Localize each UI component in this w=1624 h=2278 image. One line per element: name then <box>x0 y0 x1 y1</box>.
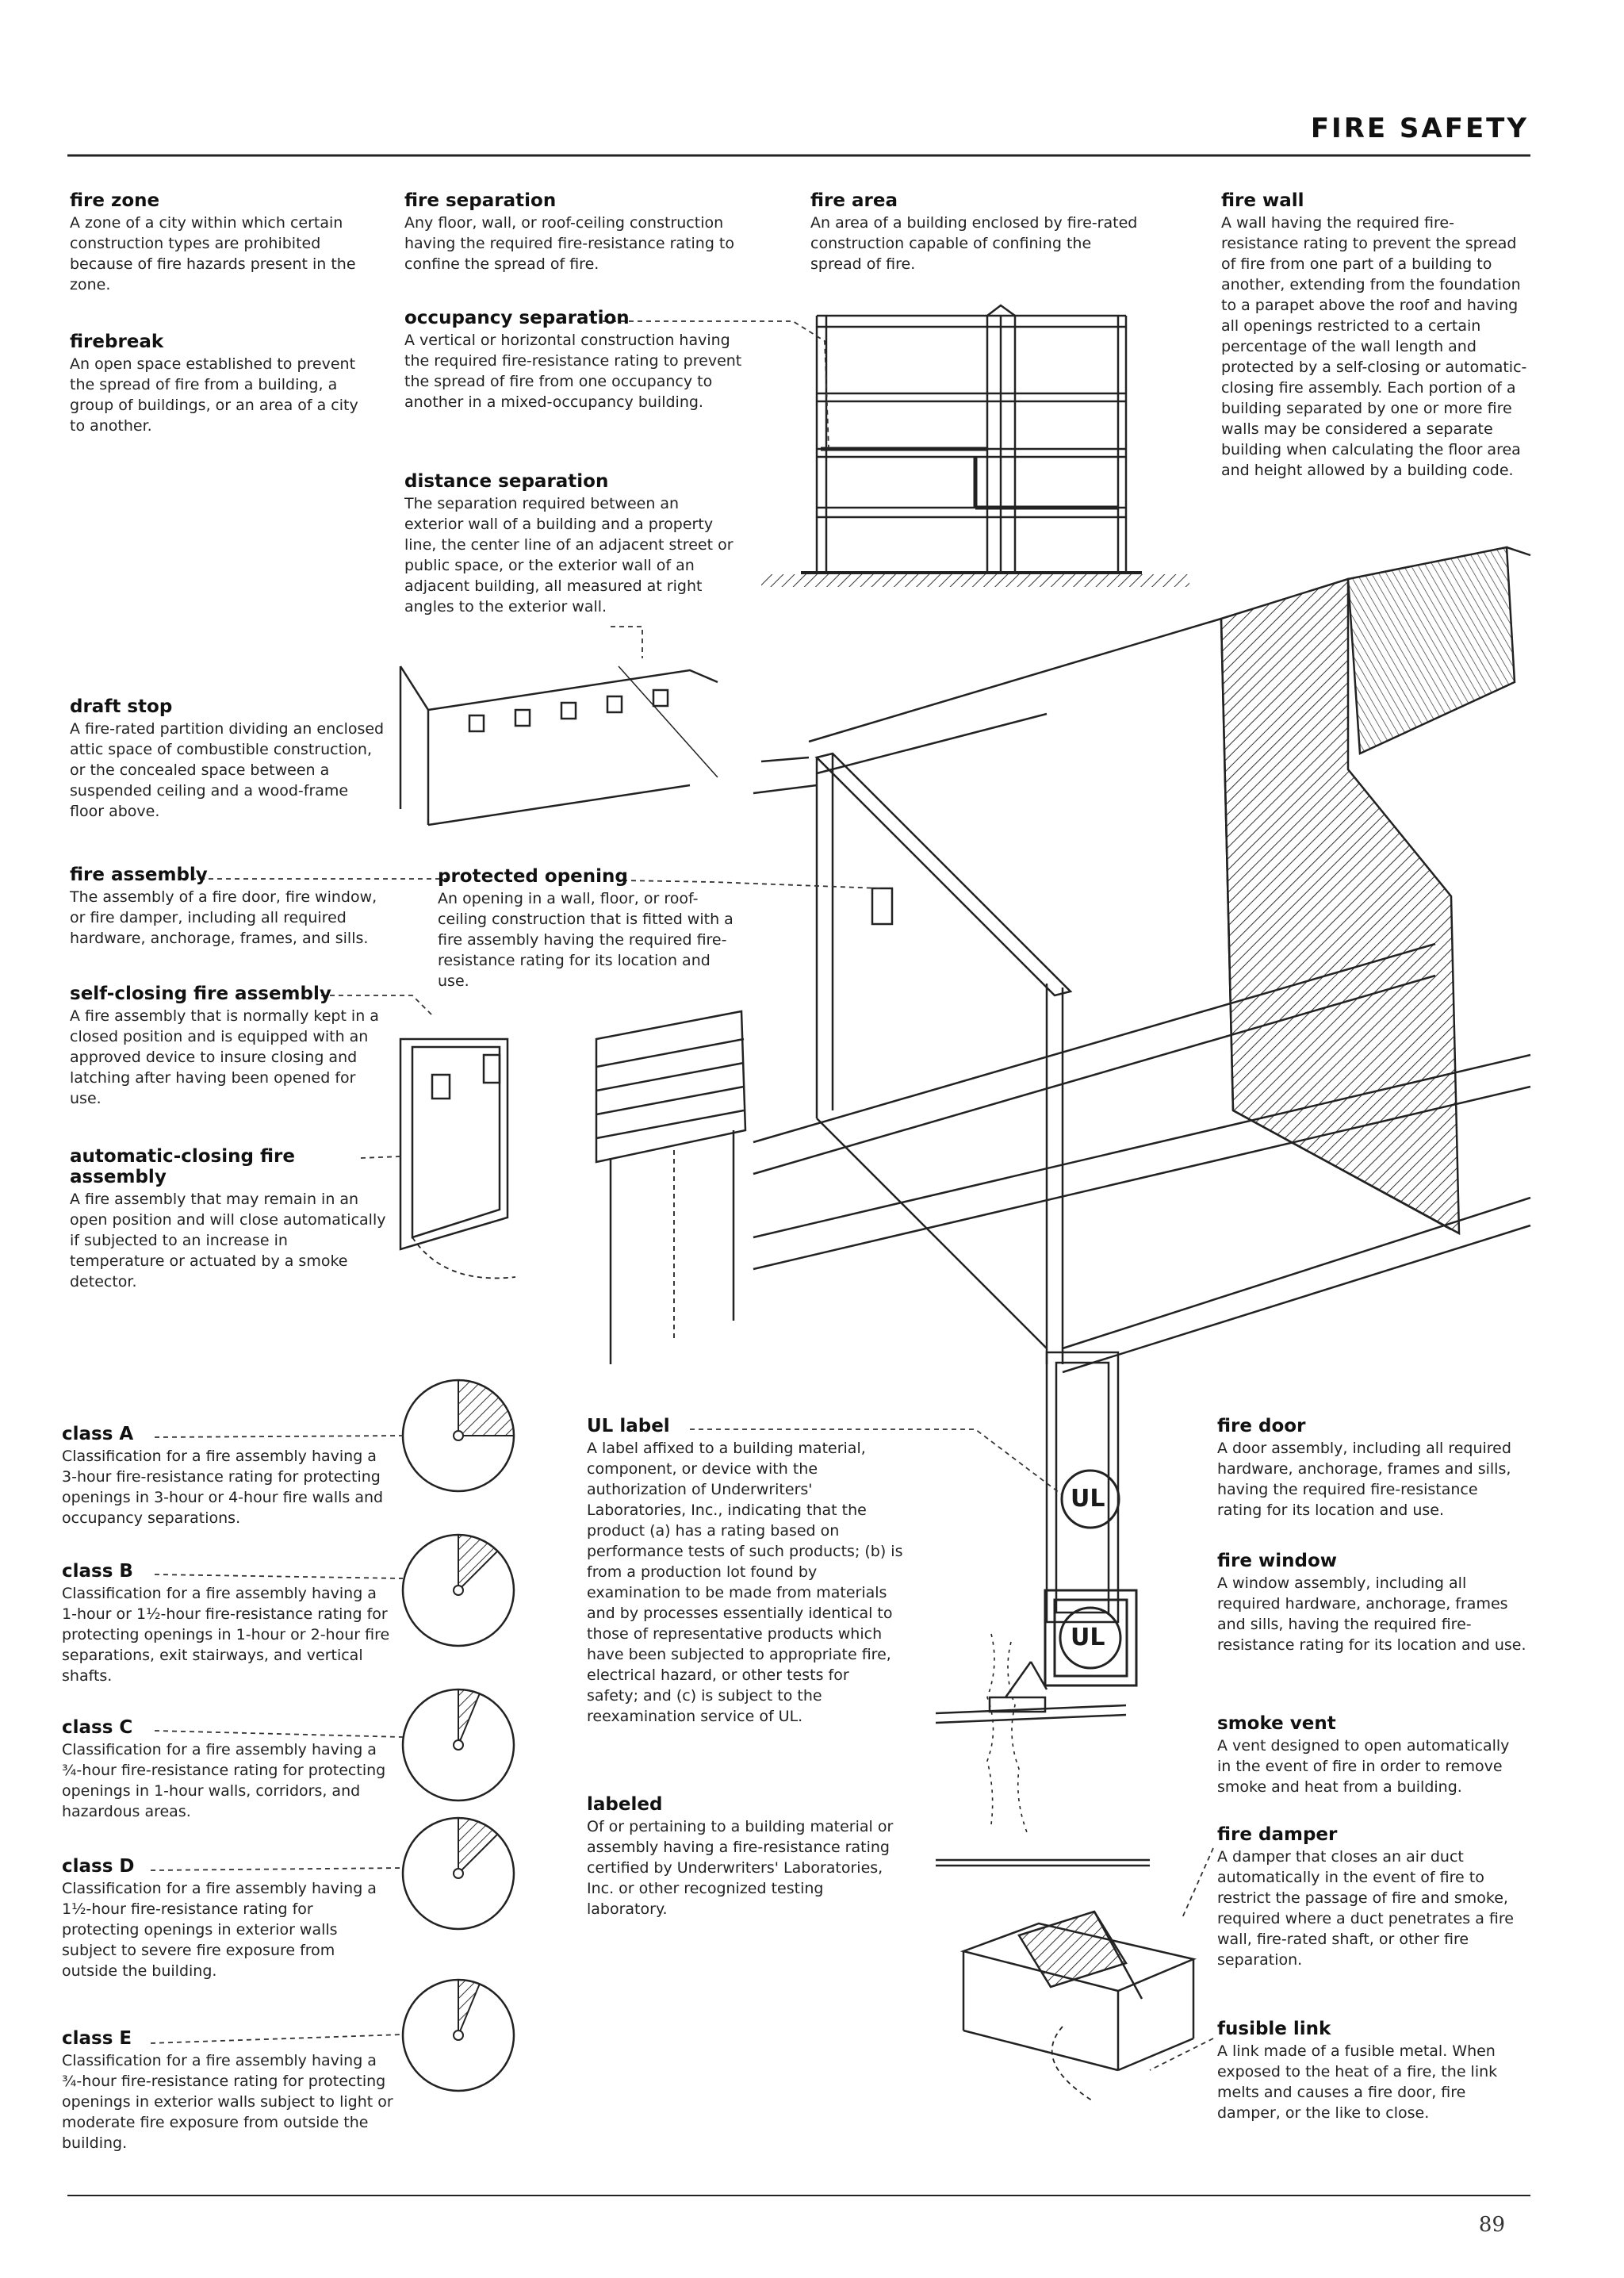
term-firebreak <box>70 332 371 436</box>
term-distance-separation <box>404 471 737 617</box>
term-definition: Any floor, wall, or roof-ceiling construction having the required fire-resistance rating to confine the spread of fire. <box>404 214 734 273</box>
fire-door-sketch <box>400 1039 515 1278</box>
term-fire-damper <box>1217 1824 1526 1970</box>
term-title: protected opening <box>438 866 628 887</box>
term-definition: A fire assembly that may remain in an open position and will close automatically if subjected to an increase in temperature or actuated by a smoke detector. <box>70 1191 386 1290</box>
term-title: UL label <box>587 1416 670 1436</box>
term-definition: A zone of a city within which certain construction types are prohibited because of fire hazards present in the zone. <box>70 214 356 293</box>
term-definition: A fire-rated partition dividing an enclosed attic space of combustible construction, or the concealed space between a suspended ceiling and a wood-frame floor above. <box>70 720 385 820</box>
term-fire-door <box>1217 1416 1526 1521</box>
term-title: automatic-closing fire assembly <box>70 1146 295 1187</box>
term-fusible-link <box>1217 2019 1526 2123</box>
term-class-c <box>62 1717 395 1822</box>
class-b-center-dot <box>454 1586 463 1595</box>
term-occupancy-separation <box>404 308 745 412</box>
term-class-d <box>62 1856 395 1981</box>
page-number: 89 <box>1478 2213 1505 2237</box>
term-definition: An area of a building enclosed by fire-rated construction capable of confining the spread of fire. <box>810 214 1138 273</box>
term-title: fire damper <box>1217 1824 1338 1845</box>
class-c-wedge <box>458 1689 480 1745</box>
term-class-e <box>62 2028 395 2153</box>
class-e-wedge <box>458 1980 480 2035</box>
term-definition: Classification for a fire assembly having a ¾-hour fire-resistance rating for protecting openings in exterior walls subject to light or moderate fire exposure from outside the building. <box>62 2052 393 2152</box>
term-fire-separation <box>404 190 745 274</box>
term-title: fusible link <box>1217 2019 1331 2039</box>
term-fire-window <box>1217 1551 1526 1655</box>
term-fire-assembly <box>70 865 387 949</box>
draft-stop-illustration <box>400 666 718 825</box>
term-definition: Classification for a fire assembly having a 1½-hour fire-resistance rating for protecting openings in exterior walls subject to severe fire exposure from outside the building. <box>62 1880 377 1980</box>
term-draft-stop <box>70 696 387 822</box>
term-title: class D <box>62 1856 135 1877</box>
class-a-wedge <box>458 1380 514 1436</box>
class-d-wedge <box>458 1818 497 1873</box>
building-section-illustration <box>761 305 1189 587</box>
term-title: smoke vent <box>1217 1713 1336 1734</box>
term-title: class A <box>62 1424 134 1444</box>
term-title: labeled <box>587 1794 663 1815</box>
term-definition: Of or pertaining to a building material or assembly having a fire-resistance rating certified by Underwriters' Laboratories, Inc. or other recognized testing laboratory. <box>587 1818 894 1918</box>
term-title: fire zone <box>70 190 160 211</box>
term-smoke-vent <box>1217 1713 1526 1797</box>
class-a-center-dot <box>454 1431 463 1440</box>
term-title: fire window <box>1217 1551 1338 1571</box>
term-definition: A wall having the required fire-resistance rating to prevent the spread of fire from one part of a building to another, extending from the foundation to a parapet above the roof and having all openings restricted to a certain percentage of the wall length and protected by a self-closing or automatic-closing fire assembly. Each portion of a building separated by one or more fire walls may be considered a separate building when calculating the floor area and height allowed by a building code. <box>1221 214 1527 479</box>
term-title: occupancy separation <box>404 308 630 328</box>
term-title: firebreak <box>70 332 164 352</box>
term-definition: Classification for a fire assembly having a 3-hour fire-resistance rating for protecting openings in 3-hour or 4-hour fire walls and occupancy separations. <box>62 1448 384 1527</box>
class-e-center-dot <box>454 2031 463 2040</box>
term-fire-area <box>810 190 1143 274</box>
term-class-b <box>62 1561 395 1686</box>
term-definition: A vent designed to open automatically in the event of fire in order to remove smoke and heat from a building. <box>1217 1737 1510 1796</box>
page-header-title: FIRE SAFETY <box>1310 113 1529 144</box>
term-fire-wall <box>1221 190 1530 481</box>
term-definition: Classification for a fire assembly having a ¾-hour fire-resistance rating for protecting openings in 1-hour walls, corridors, and hazardous areas. <box>62 1741 386 1820</box>
class-rating-wedges <box>454 1380 514 2040</box>
term-title: fire wall <box>1221 190 1304 211</box>
term-labeled <box>587 1794 904 1919</box>
term-title: fire separation <box>404 190 557 211</box>
term-class-a <box>62 1424 395 1528</box>
term-definition: A link made of a fusible metal. When exposed to the heat of a fire, the link melts and causes a fire door, fire damper, or the like to close. <box>1217 2042 1498 2122</box>
class-d-center-dot <box>454 1869 463 1878</box>
term-title: class B <box>62 1561 133 1582</box>
term-title: fire door <box>1217 1416 1306 1436</box>
term-definition: The assembly of a fire door, fire window, or fire damper, including all required hardware, anchorage, frames, and sills. <box>70 888 377 947</box>
term-title: class E <box>62 2028 132 2049</box>
term-definition: A damper that closes an air duct automatically in the event of fire to restrict the passage of fire and smoke, required where a duct penetrates a fire wall, fire-rated shaft, or other fire separation. <box>1217 1848 1514 1969</box>
term-definition: A door assembly, including all required hardware, anchorage, frames and sills, having the required fire-resistance rating for its location and use. <box>1217 1440 1511 1519</box>
fire-damper-sketch <box>963 1912 1193 2102</box>
term-title: class C <box>62 1717 133 1738</box>
term-definition: A window assembly, including all required hardware, anchorage, frames and sills, having the required fire-resistance rating for its location and use. <box>1217 1574 1526 1654</box>
smoke-vent-sketch <box>936 1634 1150 1866</box>
term-title: fire area <box>810 190 898 211</box>
term-title: self-closing fire assembly <box>70 984 331 1004</box>
term-fire-zone <box>70 190 371 295</box>
term-title: distance separation <box>404 471 609 492</box>
term-definition: A vertical or horizontal construction having the required fire-resistance rating to prevent the spread of fire from one occupancy to another in a mixed-occupancy building. <box>404 332 742 411</box>
term-automatic-closing-fire-assembly <box>70 1146 387 1292</box>
term-definition: An opening in a wall, floor, or roof-ceiling construction that is fitted with a fire assembly having the required fire-resistance rating for its location and use. <box>438 890 733 990</box>
class-b-wedge <box>458 1535 497 1590</box>
term-definition: The separation required between an exterior wall of a building and a property line, the center line of an adjacent street or public space, or the exterior wall of an adjacent building, all measured at right angles to the exterior wall. <box>404 495 733 616</box>
term-protected-opening <box>438 866 739 991</box>
term-definition: Classification for a fire assembly having a 1-hour or 1½-hour fire-resistance rating for protecting openings in 1-hour or 2-hour fire separations, exit stairways, and vertical shafts. <box>62 1585 390 1685</box>
term-title: fire assembly <box>70 865 208 885</box>
term-self-closing-fire-assembly <box>70 984 387 1109</box>
ul-mark-boxed-label: UL <box>1071 1624 1105 1651</box>
term-definition: A fire assembly that is normally kept in a closed position and is equipped with an approved device to insure closing and latching after having been opened for use. <box>70 1007 379 1107</box>
rolling-fire-door-sketch <box>596 1011 745 1364</box>
ul-mark-circle-label: UL <box>1071 1485 1105 1513</box>
class-c-center-dot <box>454 1740 463 1750</box>
term-definition: An open space established to prevent the spread of fire from a building, a group of buildings, or an area of a city to another. <box>70 355 358 435</box>
term-ul-label <box>587 1416 904 1727</box>
term-title: draft stop <box>70 696 173 717</box>
term-definition: A label affixed to a building material, component, or device with the authorization of Underwriters' Laboratories, Inc., indicating that the product (a) has a rating based on performance tests of such products; (b) is from a production lot found by examination to be made from materials and by processes essentially identical to those of representative products which have been subjected to appropriate fire, electrical hazard, or other tests for safety; and (c) is subject to the reexamination service of UL. <box>587 1440 903 1725</box>
